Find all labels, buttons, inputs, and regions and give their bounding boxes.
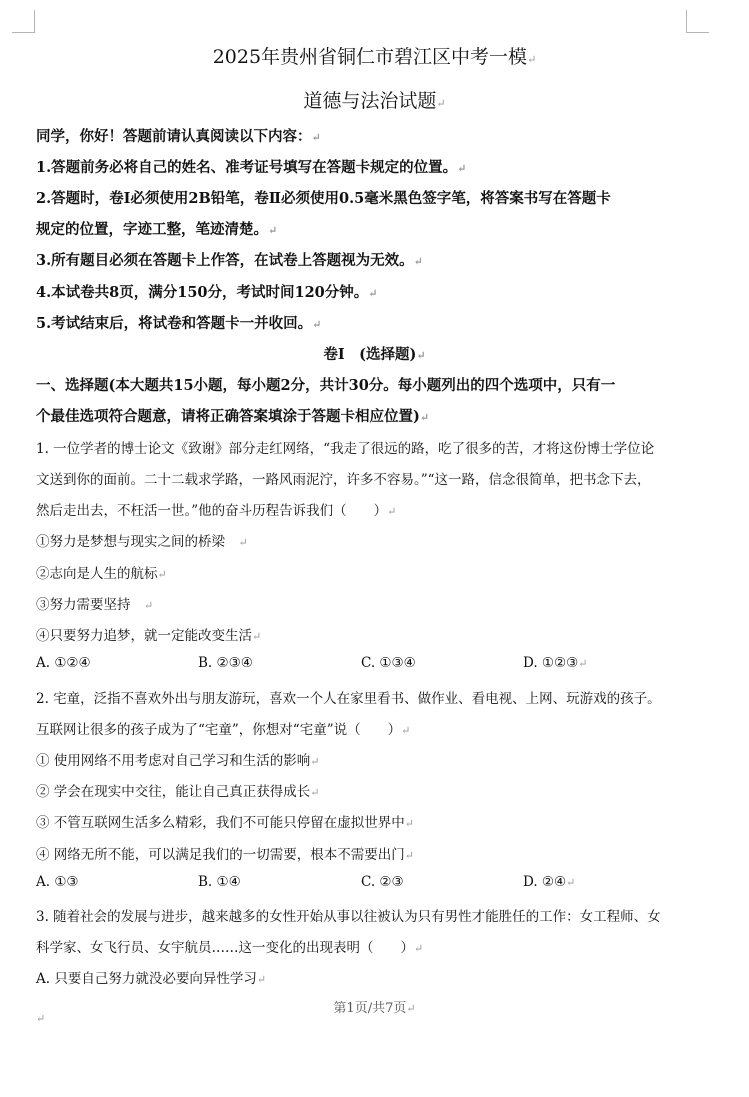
q1-option-a[interactable]: A. ①②④ xyxy=(36,655,91,671)
q2-item-3: ③ 不管互联网生活多么精彩，我们不可能只停留在虚拟世界中↵ xyxy=(36,815,415,831)
q3-option-a[interactable]: A. 只要自己努力就没必要向异性学习↵ xyxy=(36,971,267,987)
instruction-4: 4.本试卷共8页，满分150分，考试时间120分钟。↵ xyxy=(36,284,378,301)
page-corner-top-left xyxy=(12,10,35,33)
section-title: 卷Ⅰ (选择题)↵ xyxy=(323,346,426,363)
q1-option-b[interactable]: B. ②③④ xyxy=(198,655,253,671)
q2-option-b[interactable]: B. ①④ xyxy=(198,874,241,890)
section-heading: 一、选择题(本大题共15小题，每小题2分，共计30分。每小题列出的四个选项中，只有一 xyxy=(36,377,616,394)
q1-item-4: ④只要努力追梦，就一定能改变生活↵ xyxy=(36,628,262,644)
exam-title: 2025年贵州省铜仁市碧江区中考一模↵ xyxy=(212,46,537,68)
paragraph-mark: ↵ xyxy=(36,1012,46,1025)
instruction-2: 2.答题时，卷Ⅰ必须使用2B铅笔，卷Ⅱ必须使用0.5毫米黑色签字笔，将答案书写在答题卡 xyxy=(36,190,611,207)
q1-item-3: ③努力需要坚持 ↵ xyxy=(36,597,154,613)
exam-subject: 道德与法治试题↵ xyxy=(303,90,446,112)
section-heading-cont: 个最佳选项符合题意，请将正确答案填涂于答题卡相应位置)↵ xyxy=(36,408,430,425)
q1-stem-end: 然后走出去，不枉活一世。”他的奋斗历程告诉我们（ ）↵ xyxy=(36,503,397,519)
q1-item-1: ①努力是梦想与现实之间的桥梁 ↵ xyxy=(36,534,248,550)
instruction-1: 1.答题前务必将自己的姓名、准考证号填写在答题卡规定的位置。↵ xyxy=(36,159,467,176)
instructions-greeting: 同学，你好！答题前请认真阅读以下内容：↵ xyxy=(36,128,321,145)
q1-item-2: ②志向是人生的航标↵ xyxy=(36,566,167,582)
instruction-2-cont: 规定的位置，字迹工整，笔迹清楚。↵ xyxy=(36,221,278,238)
q1-option-c[interactable]: C. ①③④ xyxy=(361,655,416,671)
q3-stem-cont: 科学家、女飞行员、女宇航员……这一变化的出现表明（ ）↵ xyxy=(36,940,424,956)
q2-option-a[interactable]: A. ①③ xyxy=(36,874,79,890)
q2-option-d[interactable]: D. ②④↵ xyxy=(523,874,576,890)
q2-stem: 2. 宅童，泛指不喜欢外出与朋友游玩，喜欢一个人在家里看书、做作业、看电视、上网、玩游戏的孩子。 xyxy=(36,691,661,707)
instruction-5: 5.考试结束后，将试卷和答题卡一并收回。↵ xyxy=(36,315,322,332)
q3-stem: 3. 随着社会的发展与进步，越来越多的女性开始从事以往被认为只有男性才能胜任的工作：女工程师、女 xyxy=(36,909,661,925)
q1-stem: 1. 一位学者的博士论文《致谢》部分走红网络，“我走了很远的路，吃了很多的苦，才将这份博士学位论 xyxy=(36,441,655,457)
q1-stem-cont: 文送到你的面前。二十二载求学路，一路风雨泥泞，许多不容易。”“这一路，信念很简单，把书念下去， xyxy=(36,472,651,488)
q2-item-4: ④ 网络无所不能，可以满足我们的一切需要，根本不需要出门↵ xyxy=(36,847,415,863)
page-corner-top-right xyxy=(686,10,709,33)
page-footer: 第1页/共7页↵ xyxy=(333,1001,416,1016)
instruction-3: 3.所有题目必须在答题卡上作答，在试卷上答题视为无效。↵ xyxy=(36,252,423,269)
q2-item-2: ② 学会在现实中交往，能让自己真正获得成长↵ xyxy=(36,784,320,800)
q1-option-d[interactable]: D. ①②③↵ xyxy=(523,655,588,671)
q2-item-1: ① 使用网络不用考虑对自己学习和生活的影响↵ xyxy=(36,753,320,769)
q2-option-c[interactable]: C. ②③ xyxy=(361,874,404,890)
q2-stem-cont: 互联网让很多的孩子成为了“宅童”，你想对“宅童”说（ ）↵ xyxy=(36,722,411,738)
